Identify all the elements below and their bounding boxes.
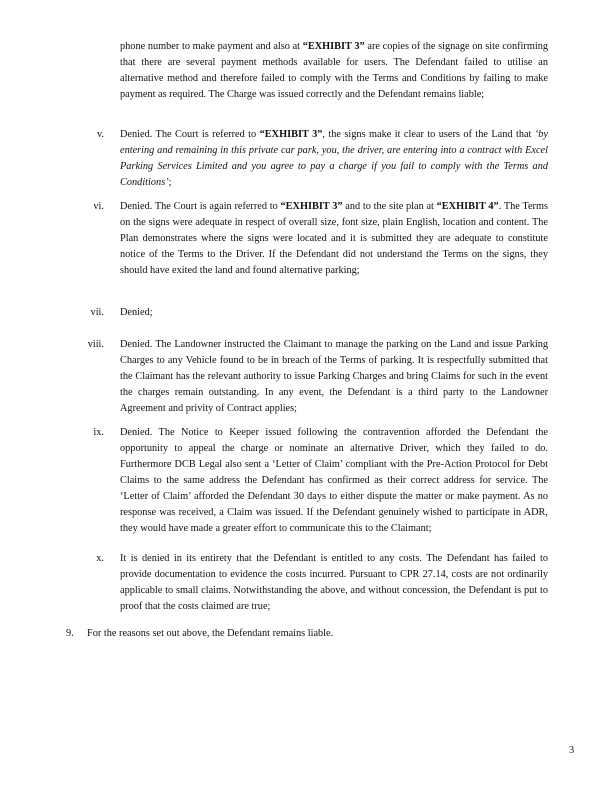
item-ix-paragraph: Denied. The Notice to Keeper issued following the contravention afforded the Defendant the opportunity to appeal the charge or nominate an alternative Driver, which they failed to do. Furthermore DCB Legal also sent a ‘Letter of Claim’ compliant with the Pre-Action Protocol for Debt Claims to the same address the Defendant has confirmed as their correct address for service. The ‘Letter of Claim’ afforded the Defendant 30 days to either dispute the matter or make payment. As no response was received, a Claim was issued. If the Defendant genuinely wished to participate in ADR, they would have made a greater effort to communicate this to the Claimant; xyxy=(120,427,548,534)
exhibit-3-ref: “EXHIBIT 3” xyxy=(302,41,365,52)
item-v-text-3: ; xyxy=(168,177,172,188)
item-vi-text-1: Denied. The Court is again referred to xyxy=(120,201,281,212)
item-v-text-2: , the signs make it clear to users of the Land that xyxy=(322,129,535,140)
item-ix-numeral: ix. xyxy=(93,427,104,438)
exhibit-3-ref: “EXHIBIT 3” xyxy=(259,129,323,140)
item-vi-text-3: . The Terms on the signs were adequate in respect of overall size, font size, plain English, location and content. The Plan demonstrates where the signs were located and it is submitted they are adequate to constitute notice of the Terms to the Driver. If the Defendant did not understand the Terms on the signs, they should have exited the land and found alternative parking; xyxy=(120,201,548,276)
item-x-paragraph: It is denied in its entirety that the Defendant is entitled to any costs. The Defendant has failed to provide documentation to evidence the costs incurred. Pursuant to CPR 27.14, costs are not ordinarily applicable to small claims. Notwithstanding the above, and without concession, the Defendant is put to proof that the costs claimed are true; xyxy=(120,553,548,612)
item-v-paragraph xyxy=(120,127,548,191)
item-v-text-1: Denied. The Court is referred to xyxy=(120,129,260,140)
signage-quote: ‘by entering and remaining in this private car park, you, the driver, are entering into a contract with Excel Parking Services Limited and you agree to pay a charge if you fail to comply with the Terms and Conditions’ xyxy=(120,129,548,188)
item-vi-numeral: vi. xyxy=(93,201,104,212)
item-vii-paragraph: Denied; xyxy=(120,307,153,318)
exhibit-4-ref: “EXHIBIT 4” xyxy=(436,201,499,212)
paragraph-9-text: For the reasons set out above, the Defendant remains liable. xyxy=(87,628,334,639)
item-vii-numeral: vii. xyxy=(90,307,104,318)
continuation-text-2: are copies of the signage on site confirming that there are several payment methods available for users. The Defendant failed to utilise an alternative method and therefore failed to comply with the Terms and Conditions by failing to make payment as required. The Charge was issued correctly and the Defendant remains liable; xyxy=(120,41,548,100)
item-v-numeral: v. xyxy=(96,129,104,140)
item-viii-paragraph: Denied. The Landowner instructed the Claimant to manage the parking on the Land and issue Parking Charges to any Vehicle found to be in breach of the Terms of parking. It is respectfully submitted that the Claimant has the relevant authority to issue Parking Charges and bring Claims for such in the event the charges remain outstanding. In any event, the Defendant is a third party to the Landowner Agreement and privity of Contract applies; xyxy=(120,339,548,414)
item-x-numeral: x. xyxy=(96,553,104,564)
page-number: 3 xyxy=(569,745,575,756)
item-vi-text-2: and to the site plan at xyxy=(342,201,437,212)
paragraph-9-number: 9. xyxy=(66,628,74,639)
continuation-text-1: phone number to make payment and also at xyxy=(120,41,303,52)
exhibit-3-ref: “EXHIBIT 3” xyxy=(280,201,343,212)
item-vi-paragraph xyxy=(120,199,548,279)
continuation-paragraph xyxy=(120,39,548,103)
item-viii-numeral: viii. xyxy=(87,339,104,350)
